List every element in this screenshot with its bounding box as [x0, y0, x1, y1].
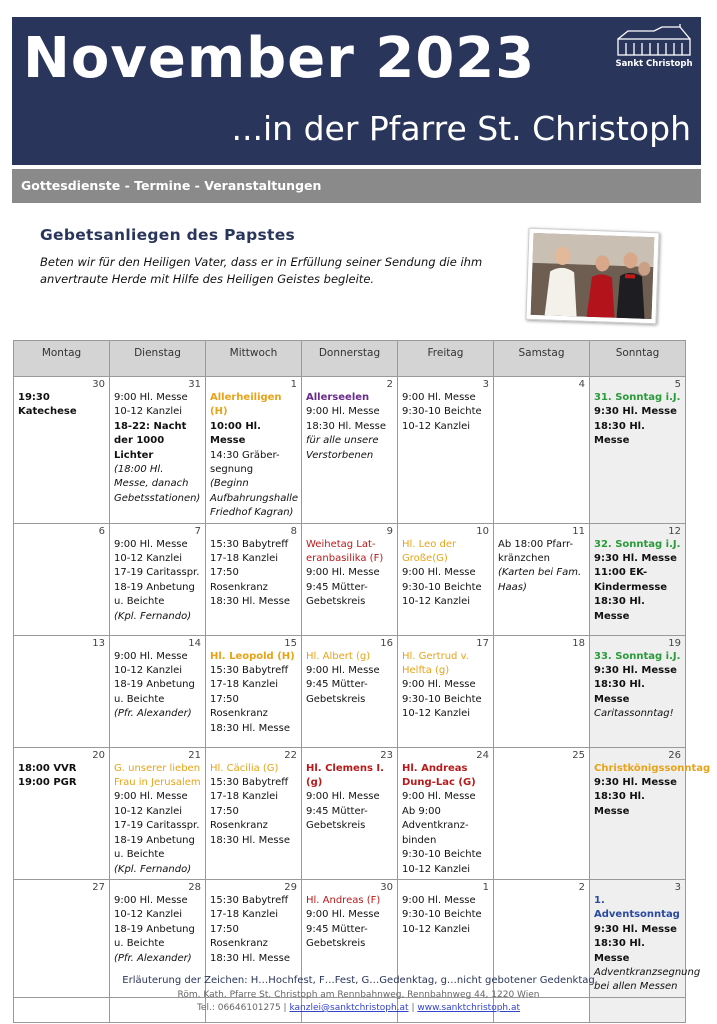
- event-line: 17:50 Rosenkranz: [210, 805, 268, 832]
- footer-email-link[interactable]: kanzlei@sanktchristoph.at: [289, 1003, 409, 1013]
- event-line: 9:00 Hl. Messe: [306, 909, 380, 921]
- pope-intention-text: Beten wir für den Heiligen Vater, dass er in Erfüllung seiner Sendung die ihm anvertraute Herde mit Hilfe des Heiligen Geistes begleite.: [40, 255, 483, 286]
- event-line: für alle unsere Verstorbenen: [306, 435, 379, 461]
- day-number: 3: [482, 379, 489, 390]
- event-line: 9:45 Mütter-Gebetskreis: [306, 805, 368, 832]
- event-line: Caritassonntag!: [594, 708, 674, 720]
- event-line: 9:00 Hl. Messe: [402, 791, 476, 803]
- calendar-week-row: [14, 747, 686, 879]
- event-line: Hl. Albert (g): [306, 650, 371, 662]
- church-building-icon: [614, 23, 694, 59]
- event-line: Christkönigssonntag: [594, 762, 711, 774]
- weekday-header: Donnerstag: [302, 341, 398, 377]
- calendar-day-cell: [302, 523, 398, 635]
- day-number: 25: [572, 749, 585, 761]
- event-line: Ab 18:00 Pfarr-kränzchen: [498, 538, 574, 565]
- event-line: 9:00 Hl. Messe: [402, 567, 476, 579]
- footer-contact: [0, 1003, 717, 1013]
- header-banner: [12, 17, 701, 165]
- event-line: (18:00 Hl. Messe, danach Gebetsstationen): [114, 464, 201, 504]
- calendar-day-cell: [398, 523, 494, 635]
- calendar-day-cell: [206, 377, 302, 524]
- event-line: 19:00 PGR: [18, 777, 77, 789]
- calendar-day-cell: [494, 377, 590, 524]
- event-line: 17:50 Rosenkranz: [210, 693, 268, 720]
- calendar-day-cell: [398, 377, 494, 524]
- calendar-day-cell: [14, 635, 110, 747]
- event-line: 18:00 VVR: [18, 762, 77, 774]
- calendar-week-row: [14, 377, 686, 524]
- event-line: 17-19 Caritasspr.: [114, 820, 200, 832]
- event-line: 9:45 Mütter-Gebetskreis: [306, 581, 368, 608]
- calendar-day-cell: [110, 377, 206, 524]
- event-line: 11:00 EK-Kindermesse: [594, 567, 668, 593]
- event-line: 18:30 Hl. Messe: [594, 938, 645, 964]
- event-line: 18:30 Hl. Messe: [594, 596, 645, 622]
- event-line: 9:30-10 Beichte: [402, 849, 482, 861]
- event-line: 17-19 Caritasspr.: [114, 567, 200, 579]
- calendar-day-cell: [590, 523, 686, 635]
- calendar-day-cell: [206, 635, 302, 747]
- calendar-day-cell: [14, 523, 110, 635]
- event-line: 17-18 Kanzlei: [210, 909, 279, 921]
- event-line: Hl. Andreas (F): [306, 894, 381, 906]
- weekday-header-row: [14, 341, 686, 377]
- calendar-week-row: [14, 523, 686, 635]
- calendar-day-cell: [494, 523, 590, 635]
- event-line: 10-12 Kanzlei: [114, 805, 183, 817]
- event-line: 17-18 Kanzlei: [210, 791, 279, 803]
- event-line: 18-22: Nacht der 1000 Lichter: [114, 420, 187, 461]
- event-line: 14:30 Gräber-segnung: [210, 449, 280, 476]
- section-bar: [12, 169, 701, 203]
- calendar-day-cell: [398, 635, 494, 747]
- calendar-day-cell: [590, 747, 711, 879]
- event-line: 18:30 Hl. Messe: [210, 834, 291, 846]
- event-line: (Karten bei Fam. Haas): [498, 567, 582, 593]
- calendar-day-cell: [590, 377, 686, 524]
- day-number: 27: [92, 881, 105, 893]
- footer-website-link[interactable]: www.sanktchristoph.at: [417, 1003, 521, 1013]
- calendar-day-cell: [398, 747, 494, 879]
- event-line: Allerseelen: [306, 392, 370, 403]
- calendar-day-cell: [14, 747, 110, 879]
- event-line: G. unserer lieben Frau in Jerusalem: [114, 762, 201, 789]
- event-line: 10-12 Kanzlei: [402, 863, 471, 875]
- event-line: 9:00 Hl. Messe: [402, 894, 476, 906]
- event-line: 33. Sonntag i.J.: [594, 650, 681, 662]
- event-line: 18:30 Hl. Messe: [306, 420, 387, 432]
- footer-separator: |: [411, 1003, 415, 1013]
- event-line: 15:30 Babytreff: [210, 777, 289, 789]
- day-number: 24: [476, 749, 489, 761]
- event-line: 18-19 Anbetung u. Beichte: [114, 923, 195, 950]
- day-number: 28: [188, 881, 201, 893]
- day-number: 9: [386, 525, 393, 537]
- event-line: 9:00 Hl. Messe: [114, 791, 188, 803]
- calendar-week-row: [14, 635, 686, 747]
- event-line: 9:30-10 Beichte: [402, 406, 482, 418]
- day-number: 4: [578, 379, 585, 390]
- event-line: 9:00 Hl. Messe: [114, 392, 188, 403]
- day-number: 11: [572, 525, 585, 537]
- event-line: 18-19 Anbetung u. Beichte: [114, 834, 195, 861]
- event-line: 1. Adventsonntag: [594, 894, 680, 921]
- day-number: 14: [188, 637, 201, 649]
- weekday-header: Sonntag: [590, 341, 686, 377]
- event-line: 10-12 Kanzlei: [402, 708, 471, 720]
- calendar-day-cell: [110, 523, 206, 635]
- calendar-day-cell: [302, 635, 398, 747]
- day-number: 1: [290, 379, 297, 390]
- event-line: 9:00 Hl. Messe: [114, 650, 188, 662]
- day-number: 20: [92, 749, 105, 761]
- event-line: 19:30: [18, 392, 50, 403]
- event-line: (Beginn Aufbahrungshalle Friedhof Kagran): [210, 478, 299, 519]
- day-number: 21: [188, 749, 201, 761]
- footer-address: Röm. Kath. Pfarre St. Christoph am Rennbahnweg, Rennbahnweg 44, 1220 Wien: [177, 990, 540, 1000]
- event-line: 9:30 Hl. Messe: [594, 665, 677, 677]
- event-line: 18:30 Hl. Messe: [210, 722, 291, 734]
- event-line: Hl. Gertrud v. Helfta (g): [402, 650, 469, 677]
- day-number: 3: [674, 881, 681, 893]
- day-number: 17: [476, 637, 489, 649]
- event-line: (Pfr. Alexander): [114, 952, 192, 964]
- event-line: Hl. Leo der Große(G): [402, 538, 457, 565]
- page-title: November 2023: [23, 26, 536, 91]
- day-number: 7: [194, 525, 201, 537]
- event-line: 9:45 Mütter-Gebetskreis: [306, 923, 368, 950]
- calendar-day-cell: [14, 377, 110, 524]
- day-number: 1: [482, 881, 489, 893]
- event-line: 10-12 Kanzlei: [114, 406, 183, 418]
- day-number: 6: [98, 525, 105, 537]
- event-line: 10-12 Kanzlei: [114, 909, 183, 921]
- day-number: 10: [476, 525, 489, 537]
- event-line: 9:00 Hl. Messe: [402, 679, 476, 691]
- event-line: 9:45 Mütter-Gebetskreis: [306, 679, 368, 705]
- event-line: 18-19 Anbetung u. Beichte: [114, 581, 195, 608]
- day-number: 8: [290, 525, 297, 537]
- calendar-day-cell: [206, 747, 302, 879]
- event-line: Hl. Andreas Dung-Lac (G): [402, 762, 476, 789]
- event-line: 10-12 Kanzlei: [402, 420, 471, 432]
- logo-text: Sankt Christoph: [615, 59, 693, 69]
- event-line: 9:30-10 Beichte: [402, 909, 482, 921]
- event-line: 9:30 Hl. Messe: [594, 406, 677, 418]
- event-line: 31. Sonntag i.J.: [594, 392, 681, 403]
- page-subtitle: ...in der Pfarre St. Christoph: [231, 109, 691, 148]
- day-number: 13: [92, 637, 105, 649]
- day-number: 18: [572, 637, 585, 649]
- event-line: 9:30-10 Beichte: [402, 581, 482, 593]
- weekday-header: Dienstag: [110, 341, 206, 377]
- event-line: 9:30 Hl. Messe: [594, 553, 677, 565]
- footer-phone: Tel.: 06646101275 |: [196, 1003, 287, 1013]
- event-line: 32. Sonntag i.J.: [594, 538, 681, 550]
- event-line: 18:30 Hl. Messe: [210, 596, 291, 608]
- day-number: 16: [380, 637, 393, 649]
- event-line: 9:30 Hl. Messe: [594, 923, 677, 935]
- day-number: 23: [380, 749, 393, 761]
- event-line: 9:00 Hl. Messe: [402, 392, 476, 403]
- event-line: 10-12 Kanzlei: [114, 553, 183, 565]
- event-line: 10-12 Kanzlei: [114, 665, 183, 677]
- event-line: (Kpl. Fernando): [114, 610, 192, 622]
- day-number: 22: [284, 749, 297, 761]
- pope-photo: [525, 228, 659, 325]
- event-line: 9:30-10 Beichte: [402, 693, 482, 705]
- event-line: 17-18 Kanzlei: [210, 679, 279, 691]
- day-number: 5: [674, 379, 681, 390]
- event-line: (Pfr. Alexander): [114, 708, 192, 720]
- event-line: 10:00 Hl. Messe: [210, 420, 261, 447]
- event-line: 18:30 Hl. Messe: [210, 952, 291, 964]
- event-line: 17:50 Rosenkranz: [210, 567, 268, 593]
- day-number: 2: [386, 379, 393, 390]
- event-line: 9:00 Hl. Messe: [306, 665, 380, 677]
- event-line: Hl. Clemens I. (g): [306, 762, 384, 789]
- parish-logo: [614, 23, 694, 71]
- calendar-day-cell: [302, 747, 398, 879]
- event-line: Weihetag Lat-eranbasilika (F): [306, 538, 384, 565]
- footer-legend: Erläuterung der Zeichen: H…Hochfest, F…Fest, G…Gedenktag, g…nicht gebotener Gedenktag: [122, 975, 595, 986]
- event-line: 17:50 Rosenkranz: [210, 923, 268, 950]
- calendar-day-cell: [494, 747, 590, 879]
- day-number: 29: [284, 881, 297, 893]
- event-line: 10-12 Kanzlei: [402, 596, 471, 608]
- weekday-header: Montag: [14, 341, 110, 377]
- day-number: 2: [578, 881, 585, 893]
- calendar-table: [13, 340, 711, 1023]
- event-line: 18-19 Anbetung u. Beichte: [114, 679, 195, 705]
- event-line: 9:00 Hl. Messe: [306, 567, 380, 579]
- event-line: 9:00 Hl. Messe: [306, 406, 380, 418]
- event-line: 18:30 Hl. Messe: [594, 420, 645, 447]
- calendar-day-cell: [206, 523, 302, 635]
- event-line: 15:30 Babytreff: [210, 538, 289, 550]
- day-number: 26: [668, 749, 681, 761]
- day-number: 30: [92, 379, 105, 390]
- event-line: 9:00 Hl. Messe: [114, 894, 188, 906]
- event-line: 17-18 Kanzlei: [210, 553, 279, 565]
- event-line: 18:30 Hl. Messe: [594, 679, 645, 705]
- section-bar-text: Gottesdienste - Termine - Veranstaltungen: [21, 178, 322, 193]
- event-line: Allerheiligen (H): [210, 392, 282, 418]
- calendar-day-cell: [494, 635, 590, 747]
- calendar-day-cell: [590, 635, 686, 747]
- event-line: Hl. Leopold (H): [210, 650, 295, 662]
- calendar-day-cell: [110, 747, 206, 879]
- pope-photo-image: [531, 233, 655, 319]
- event-line: Katechese: [18, 406, 77, 418]
- event-line: 15:30 Babytreff: [210, 665, 289, 677]
- event-line: 18:30 Hl. Messe: [594, 791, 645, 817]
- event-line: 10-12 Kanzlei: [402, 923, 471, 935]
- day-number: 19: [668, 637, 681, 649]
- day-number: 15: [284, 637, 297, 649]
- event-line: 9:00 Hl. Messe: [114, 538, 188, 550]
- event-line: 9:00 Hl. Messe: [306, 791, 380, 803]
- day-number: 12: [668, 525, 681, 537]
- weekday-header: Samstag: [494, 341, 590, 377]
- pope-intention-title: Gebetsanliegen des Papstes: [40, 226, 296, 244]
- event-line: Hl. Cäcilia (G): [210, 762, 279, 774]
- day-number: 31: [188, 379, 201, 390]
- event-line: Ab 9:00 Adventkranz-binden: [402, 805, 469, 846]
- calendar-day-cell: [302, 377, 398, 524]
- event-line: (Kpl. Fernando): [114, 863, 192, 875]
- weekday-header: Freitag: [398, 341, 494, 377]
- day-number: 30: [380, 881, 393, 893]
- event-line: Adventkranzsegnung bei allen Messen: [594, 966, 701, 993]
- calendar-day-cell: [110, 635, 206, 747]
- weekday-header: Mittwoch: [206, 341, 302, 377]
- event-line: 9:30 Hl. Messe: [594, 777, 677, 789]
- event-line: 15:30 Babytreff: [210, 894, 289, 906]
